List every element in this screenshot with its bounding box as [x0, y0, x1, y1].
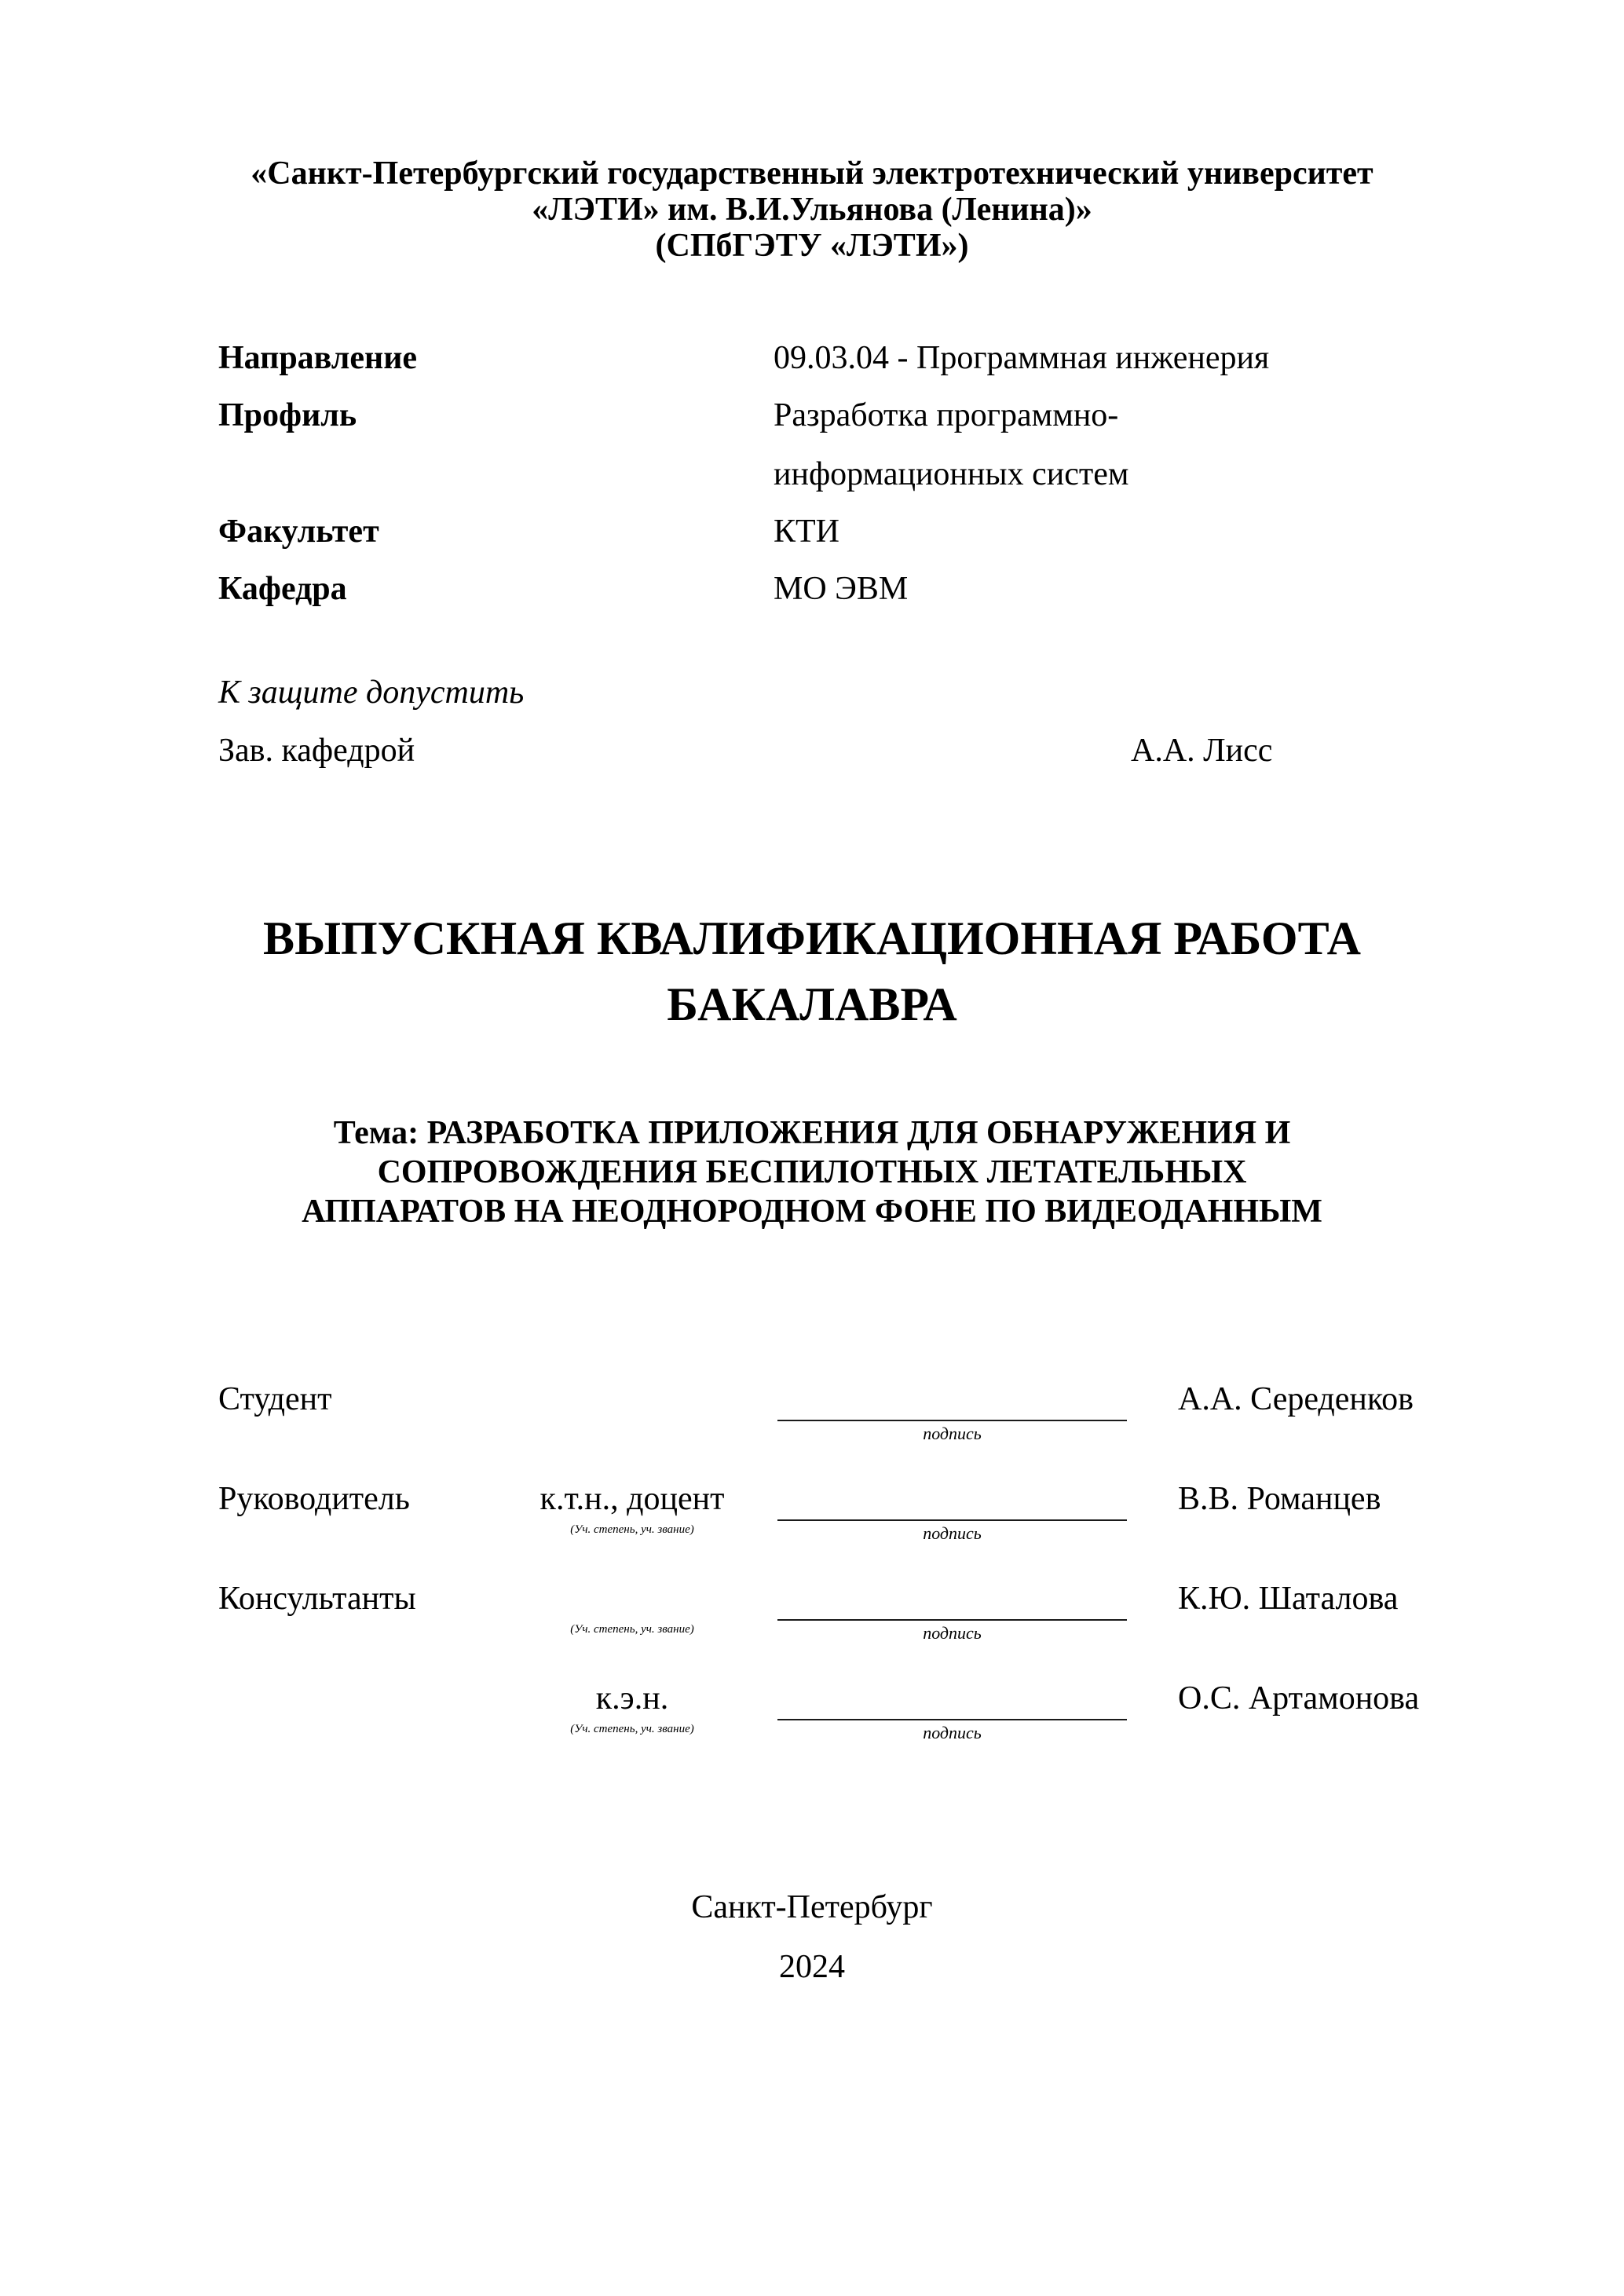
footer-city: Санкт-Петербург: [691, 1889, 933, 1925]
university-abbrev: (СПбГЭТУ «ЛЭТИ»): [655, 228, 969, 264]
topic-line-2: СОПРОВОЖДЕНИЯ БЕСПИЛОТНЫХ ЛЕТАТЕЛЬНЫХ: [377, 1154, 1247, 1190]
student-role-label: Студент: [218, 1381, 332, 1417]
supervisor-signature-caption: подпись: [923, 1523, 982, 1543]
profile-label: Профиль: [218, 397, 357, 433]
student-signature-caption: подпись: [923, 1424, 982, 1443]
consultants-role-label: Консультанты: [218, 1581, 416, 1617]
consultant-2-signature-caption: подпись: [923, 1723, 982, 1742]
consultant-2-name: О.С. Артамонова: [1178, 1680, 1420, 1717]
profile-value: Разработка программно-: [774, 397, 1119, 433]
consultant-1-signature-line[interactable]: [777, 1619, 1127, 1621]
student-signature-line[interactable]: [777, 1420, 1127, 1421]
supervisor-degree-caption: (Уч. степень, уч. звание): [570, 1523, 694, 1536]
title-line-1: ВЫПУСКНАЯ КВАЛИФИКАЦИОННАЯ РАБОТА: [263, 912, 1361, 964]
department-value: МО ЭВМ: [774, 571, 909, 607]
university-header: [0, 155, 1624, 264]
faculty-label: Факультет: [218, 514, 379, 550]
head-of-department-label: Зав. кафедрой: [218, 733, 415, 769]
university-name-line-2: «ЛЭТИ» им. В.И.Ульянова (Ленина)»: [532, 192, 1092, 228]
faculty-value: КТИ: [774, 514, 839, 550]
document-footer: [0, 1888, 1624, 1986]
footer-year: 2024: [779, 1949, 845, 1985]
profile-value-continued: информационных систем: [774, 456, 1129, 492]
consultant-2-signature-line[interactable]: [777, 1719, 1127, 1720]
direction-value: 09.03.04 - Программная инженерия: [774, 340, 1270, 376]
supervisor-signature-line[interactable]: [777, 1519, 1127, 1521]
topic-line-1: Тема: РАЗРАБОТКА ПРИЛОЖЕНИЯ ДЛЯ ОБНАРУЖЕНИЯ И: [333, 1115, 1291, 1151]
supervisor-degree: к.т.н., доцент: [540, 1481, 725, 1517]
topic-line-3: АППАРАТОВ НА НЕОДНОРОДНОМ ФОНЕ ПО ВИДЕОДАННЫМ: [302, 1194, 1322, 1230]
document-title: [0, 911, 1624, 1032]
consultant-1-name: К.Ю. Шаталова: [1178, 1581, 1399, 1617]
consultant-2-degree: к.э.н.: [595, 1680, 669, 1717]
student-name: А.А. Середенков: [1178, 1381, 1414, 1417]
supervisor-role-label: Руководитель: [218, 1481, 410, 1517]
direction-label: Направление: [218, 340, 418, 376]
title-line-2: БАКАЛАВРА: [667, 978, 957, 1030]
thesis-topic: [0, 1113, 1624, 1231]
university-name-line-1: «Санкт-Петербургский государственный электротехнический университет: [251, 155, 1373, 192]
admit-to-defense-text: К защите допустить: [218, 675, 525, 711]
supervisor-name: В.В. Романцев: [1178, 1481, 1381, 1517]
head-of-department-name: А.А. Лисс: [1131, 733, 1273, 769]
consultant-1-signature-caption: подпись: [923, 1623, 982, 1643]
consultant-2-degree-caption: (Уч. степень, уч. звание): [570, 1723, 694, 1735]
department-label: Кафедра: [218, 571, 347, 607]
consultant-1-degree-caption: (Уч. степень, уч. звание): [570, 1623, 694, 1636]
